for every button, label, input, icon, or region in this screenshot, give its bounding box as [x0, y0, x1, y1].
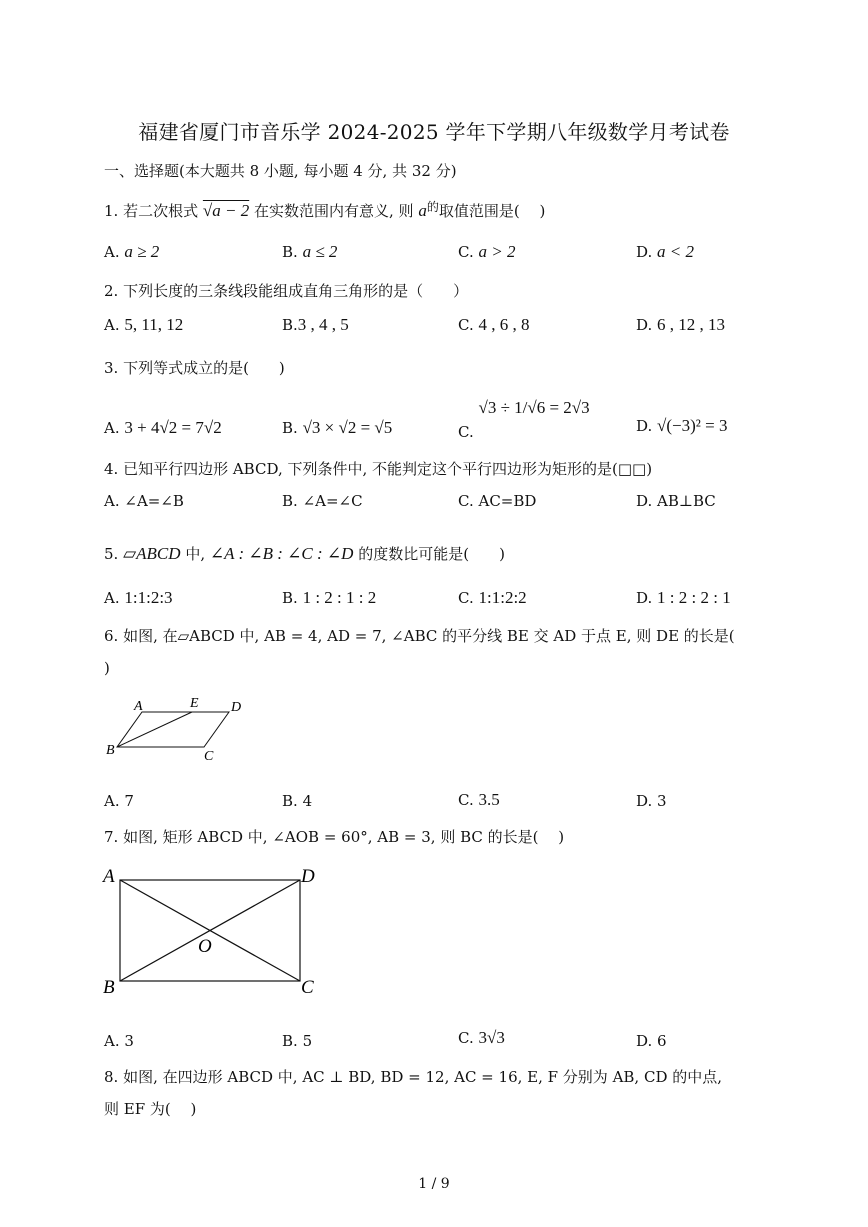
q5-option-d: D. 1 : 2 : 2 : 1 [636, 588, 731, 607]
q5-option-b: B. 1 : 2 : 1 : 2 [282, 588, 377, 607]
q6-option-c: C. 3.5 [458, 790, 500, 809]
q1-radical: √a − 2 [202, 201, 250, 220]
q5-option-a: A. 1:1:2:3 [104, 588, 173, 607]
q6-option-a: A. 7 [104, 792, 134, 810]
q7-option-d: D. 6 [636, 1032, 667, 1050]
q7-label-c: C [301, 977, 314, 998]
question-8-line2: 则 EF 为( ) [104, 1100, 197, 1118]
q1-option-b: B. a ≤ 2 [282, 242, 338, 261]
q1-number: 1. [104, 202, 119, 220]
q5-parallelogram: ▱ABCD [123, 544, 181, 563]
q2-option-d: D. 6 , 12 , 13 [636, 315, 726, 334]
q1-option-d: D. a < 2 [636, 242, 695, 261]
q1-de: 的 [426, 200, 439, 214]
q4-option-c: C. AC=BD [458, 492, 537, 510]
q6-label-d: D [231, 700, 242, 715]
q3-option-a: A. 3 + 4√2 = 7√2 [104, 418, 222, 437]
q4-option-a: A. ∠A=∠B [104, 492, 184, 510]
q6-label-a: A [134, 699, 143, 714]
q6-label-c: C [204, 749, 214, 762]
q1-middle: 在实数范围内有意义, 则 [253, 202, 414, 220]
question-8-line1: 8. 如图, 在四边形 ABCD 中, AC ⊥ BD, BD = 12, AC = 16, E, F 分别为 AB, CD 的中点, [104, 1068, 723, 1086]
question-7: 7. 如图, 矩形 ABCD 中, ∠AOB = 60°, AB = 3, 则 BC 的长是( ) [104, 828, 565, 846]
section-heading: 一、选择题(本大题共 8 小题, 每小题 4 分, 共 32 分) [104, 162, 457, 180]
q7-label-a: A [103, 866, 115, 887]
q1-option-c: C. a > 2 [458, 242, 516, 261]
question-5: 5. ▱ABCD 中, ∠A : ∠B : ∠C : ∠D 的度数比可能是( ) [104, 544, 505, 563]
question-6-line2: ) [104, 659, 110, 677]
q3-option-c: C. √3 ÷ 1/√6 = 2√3 [458, 398, 590, 441]
q1-variable: a [418, 201, 427, 220]
q4-option-b: B. ∠A=∠C [282, 492, 363, 510]
page-title: 福建省厦门市音乐学 2024-2025 学年下学期八年级数学月考试卷 [138, 120, 730, 144]
q7-option-b: B. 5 [282, 1032, 313, 1050]
question-6-line1: 6. 如图, 在▱ABCD 中, AB = 4, AD = 7, ∠ABC 的平分线 BE 交 AD 于点 E, 则 DE 的长是( [104, 627, 735, 645]
q6-parallelogram [117, 712, 229, 747]
q7-option-c: C. 3√3 [458, 1028, 505, 1047]
q6-parallelogram-figure [104, 692, 254, 762]
q3-option-b: B. √3 × √2 = √5 [282, 418, 393, 437]
q7-label-d: D [301, 866, 315, 887]
q5-ratio: ∠A : ∠B : ∠C : ∠D [209, 544, 354, 563]
q2-option-b: B.3 , 4 , 5 [282, 315, 349, 334]
q1-option-a: A. a ≥ 2 [104, 242, 160, 261]
question-2: 2. 下列长度的三条线段能组成直角三角形的是（ ） [104, 282, 469, 300]
q2-option-c: C. 4 , 6 , 8 [458, 315, 530, 334]
question-3: 3. 下列等式成立的是( ) [104, 359, 285, 377]
q6-label-e: E [190, 696, 199, 711]
q7-option-a: A. 3 [104, 1032, 134, 1050]
q4-option-d: D. AB⊥BC [636, 492, 716, 510]
q2-option-a: A. 5, 11, 12 [104, 315, 184, 334]
q6-option-d: D. 3 [636, 792, 667, 810]
question-4: 4. 已知平行四边形 ABCD, 下列条件中, 不能判定这个平行四边形为矩形的是(□□) [104, 460, 653, 478]
q1-prefix: 若二次根式 [123, 202, 199, 220]
q6-option-b: B. 4 [282, 792, 313, 810]
q3-option-d: D. √(−3)² = 3 [636, 416, 728, 435]
q5-option-c: C. 1:1:2:2 [458, 588, 527, 607]
q6-bisector-be [117, 712, 192, 747]
q1-suffix: 取值范围是( ) [438, 202, 546, 220]
q7-label-o: O [198, 936, 212, 957]
page-number: 1 / 9 [418, 1176, 450, 1192]
q7-rectangle-figure [100, 860, 330, 1000]
q6-label-b: B [106, 743, 115, 758]
q7-label-b: B [103, 977, 115, 998]
question-1 [104, 200, 545, 221]
